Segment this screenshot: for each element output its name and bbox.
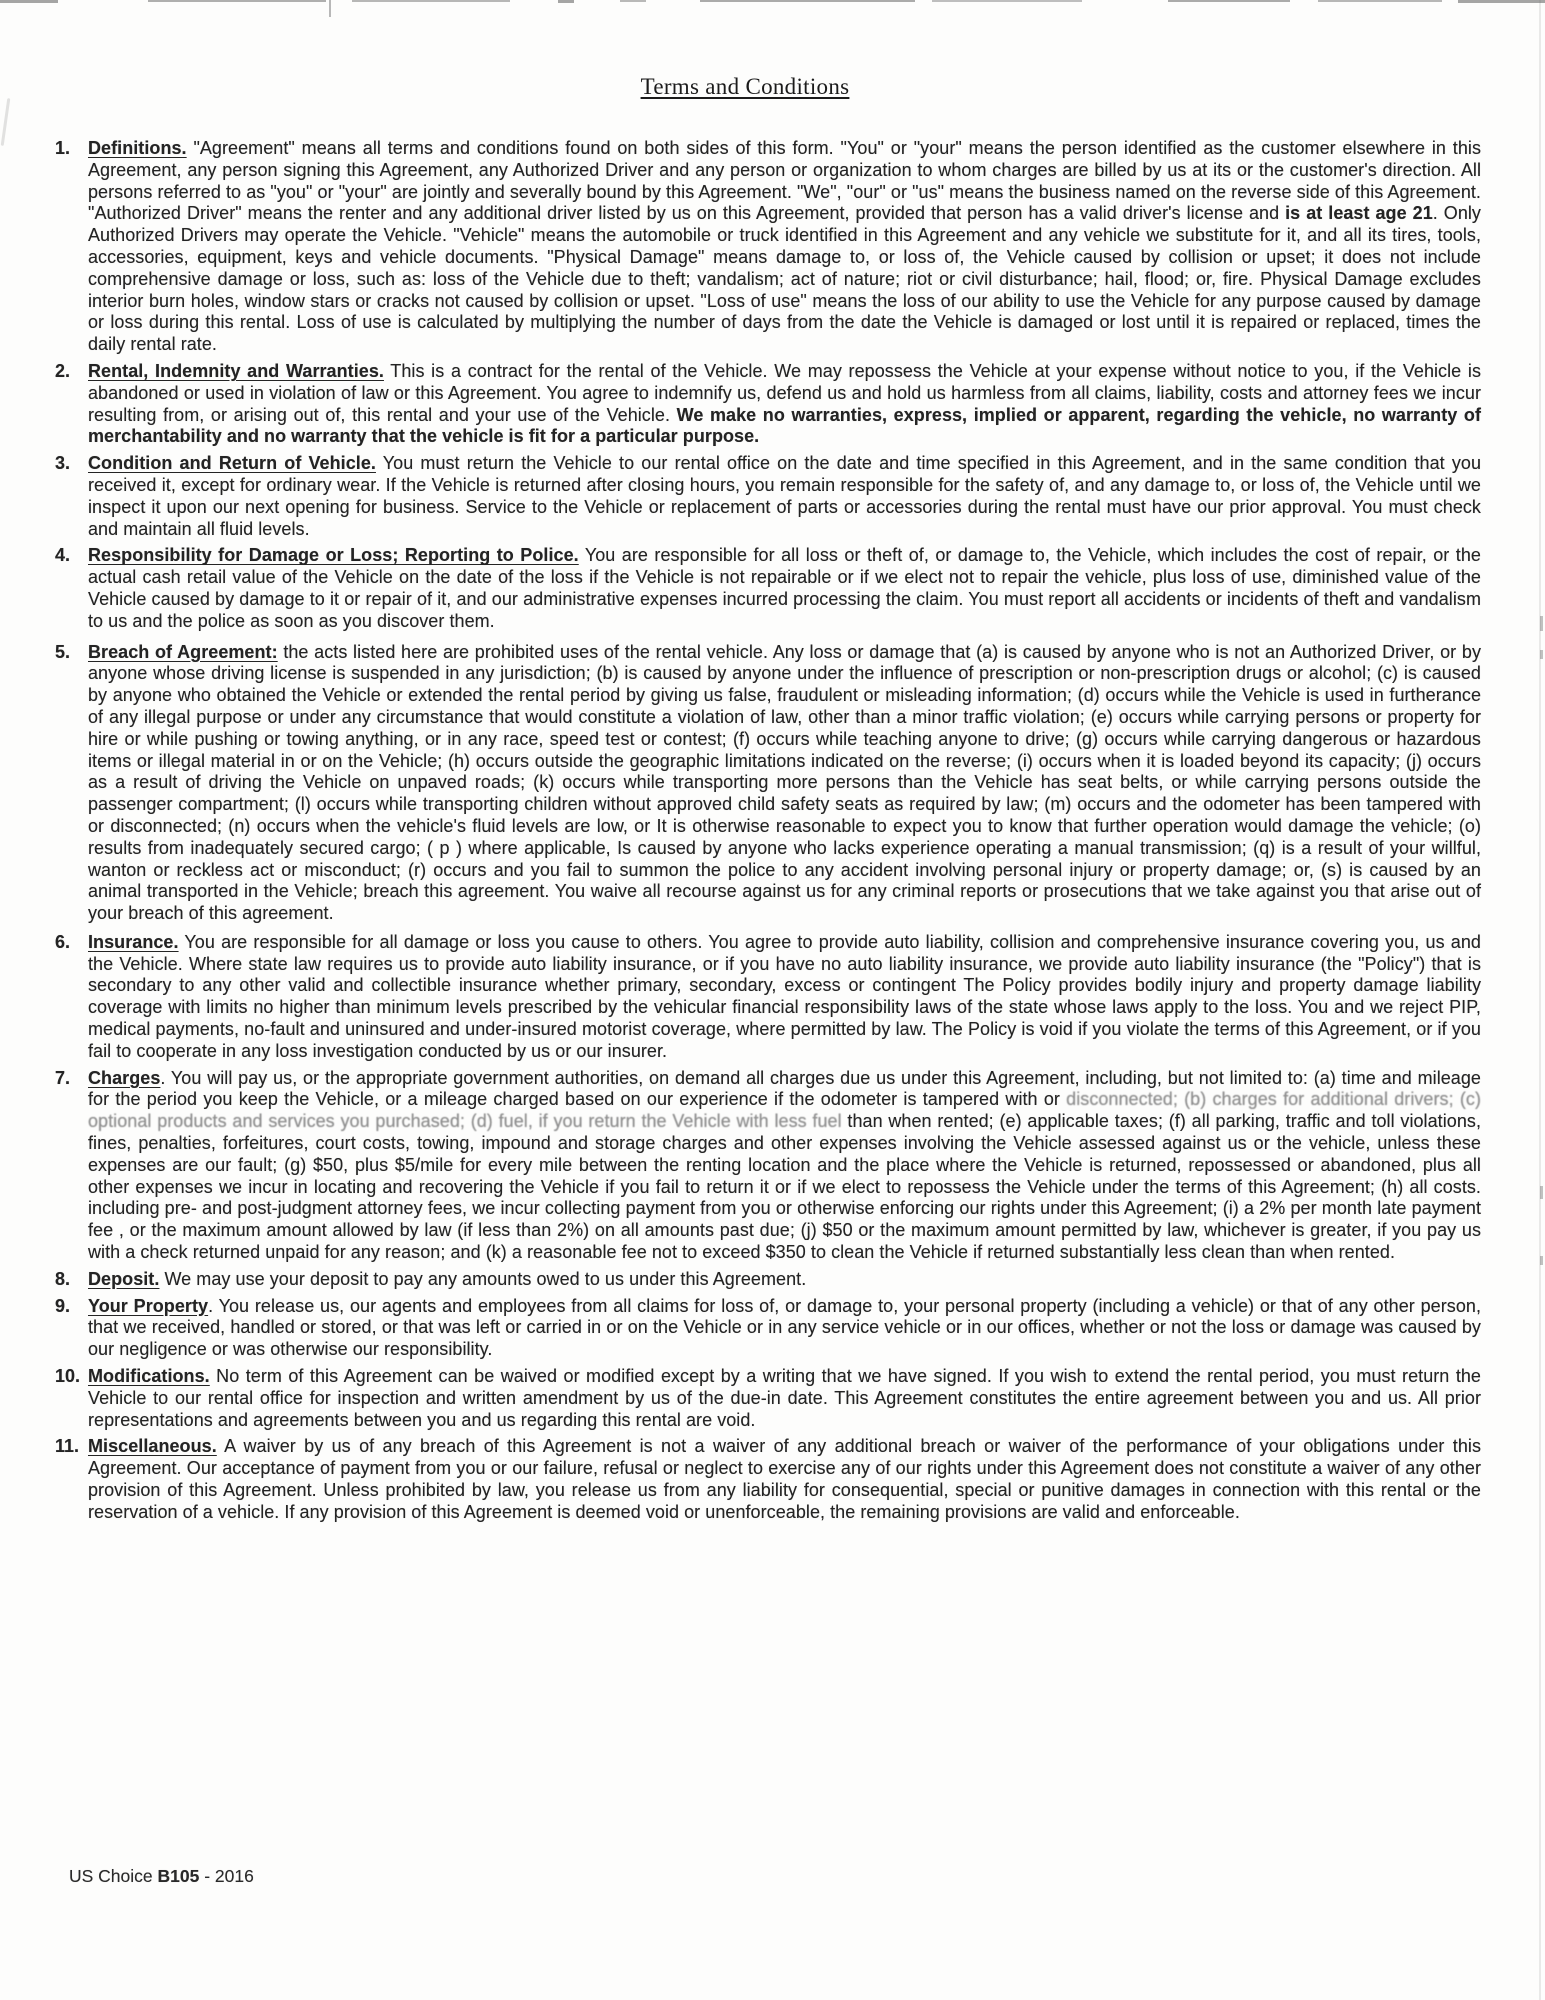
section-text xyxy=(88,138,1481,356)
section-heading: Charges xyxy=(88,1067,161,1088)
term-section xyxy=(55,1436,1481,1523)
section-text-run: than when rented; (e) applicable taxes; (f) all parking, traffic and toll violations, fines, penalties, forfeitures, court costs, towing, impound and storage charges and other expenses involving the Vehicle assessed against us or the vehicle, unless these expenses are our fault; (g) $50, plus $5/mile for every mile between the renting location and the place where the Vehicle is returned, repossessed or abandoned, plus all other expenses we incur in locating and recovering the Vehicle if you fail to return it or if we elect to repossess the Vehicle under the terms of this Agreement; (h) all costs. including pre- and post-judgment attorney fees, we incur collecting payment from you or otherwise enforcing our rights under this Agreement; (i) a 2% per month late payment fee , or the maximum amount allowed by law (if less than 2%) on all amounts past due; (j) $50 or the maximum amount permitted by law, whichever is greater, if you pay us with a check returned unpaid for any reason; and (k) a reasonable fee not to exceed $350 to clean the Vehicle if returned substantially less clean than when rented. xyxy=(88,1111,1481,1263)
section-number: 4. xyxy=(55,545,71,566)
section-heading: Modifications. xyxy=(88,1366,210,1387)
scan-artifact xyxy=(1540,1256,1543,1265)
section-text-run: . You will pay us, or the appropriate government authorities, on demand all charges due us under this Agreement, including, but not limited to: (a) time and mileage for the period you keep the Vehicle, or a mileage charged based on our experience if the odometer is tampered with or xyxy=(88,1067,1481,1110)
term-section xyxy=(55,1068,1481,1264)
section-text-run: We may use your deposit to pay any amounts owed to us under this Agreement. xyxy=(159,1268,807,1289)
footer-prefix: US Choice xyxy=(69,1866,158,1886)
section-text xyxy=(88,545,1481,632)
section-text xyxy=(88,1366,1481,1431)
section-text xyxy=(88,453,1481,540)
scan-artifact xyxy=(329,0,331,17)
section-heading: Rental, Indemnity and Warranties. xyxy=(88,360,384,381)
terms-list xyxy=(55,138,1481,1529)
section-heading: Breach of Agreement: xyxy=(88,641,278,662)
scan-artifact xyxy=(1539,0,1541,2000)
section-text-run: We make no warranties, express, implied or apparent, regarding the vehicle, no warranty of merchantability and no warranty that the vehicle is fit for a particular purpose. xyxy=(88,404,1481,447)
term-section xyxy=(55,545,1481,632)
scan-artifact xyxy=(1540,650,1543,659)
section-number: 10. xyxy=(55,1366,81,1387)
section-heading: Responsibility for Damage or Loss; Reporting to Police. xyxy=(88,545,579,566)
scan-artifact xyxy=(620,0,646,2)
section-heading: Miscellaneous. xyxy=(88,1436,217,1457)
term-section xyxy=(55,642,1481,925)
section-text xyxy=(88,932,1481,1063)
section-text xyxy=(88,1068,1481,1264)
section-number: 6. xyxy=(55,931,71,952)
footer-suffix: - 2016 xyxy=(199,1866,254,1886)
section-heading: Definitions. xyxy=(88,138,187,158)
page-title-text: Terms and Conditions xyxy=(640,74,850,99)
section-text-run: . You release us, our agents and employees from all claims for loss of, or damage to, your personal property (including a vehicle) or that of any other person, that we received, handled or stored, or that was left or carried in or on the Vehicle or in any service vehicle or in our offices, whether or not the loss or damage was caused by our negligence or was otherwise our responsibility. xyxy=(88,1295,1482,1360)
section-text xyxy=(88,1436,1481,1523)
section-text xyxy=(88,1296,1481,1361)
section-text-run: . Only Authorized Drivers may operate the Vehicle. "Vehicle" means the automobile or truck identified in this Agreement and any vehicle we substitute for it, and all its tires, tools, accessories, equipment, keys and vehicle documents. "Physical Damage" means damage to, or loss of, the Vehicle caused by collision or upset; it does not include comprehensive damage or loss, such as: loss of the Vehicle due to theft; vandalism; act of nature; riot or civil disturbance; hail, flood; or, fire. Physical Damage excludes interior burn holes, window stars or cracks not caused by collision or upset. "Loss of use" means the loss of our ability to use the Vehicle for any purpose caused by damage or loss during this rental. Loss of use is calculated by multiplying the number of days from the date the Vehicle is damaged or lost until it is repaired or replaced, times the daily rental rate. xyxy=(88,203,1481,355)
section-text-run: "Agreement" means all terms and conditions found on both sides of this form. "You" or "your" means the person identified as the customer elsewhere in this Agreement, any person signing this Agreement, any Authorized Driver and any person or organization to whom charges are billed by us at its or the customer's direction. All persons referred to as "you" or "your" are jointly and severally bound by this Agreement. "We", "our" or "us" means the business named on the reverse side of this Agreement. "Authorized Driver" means the renter and any additional driver listed by us on this Agreement, provided that person has a valid driver's license and xyxy=(88,138,1481,224)
scan-artifact xyxy=(700,0,915,2)
section-number: 8. xyxy=(55,1268,71,1289)
term-section xyxy=(55,1269,1481,1291)
section-text-run: A waiver by us of any breach of this Agreement is not a waiver of any additional breach or waiver of the performance of your obligations under this Agreement. Our acceptance of payment from you or our failure, refusal or neglect to exercise any of our rights under this Agreement does not constitute a waiver of any other provision of this Agreement. Unless prohibited by law, you release us from any liability for consequential, special or punitive damages in connection with this rental or the reservation of a vehicle. If any provision of this Agreement is deemed void or unenforceable, the remaining provisions are valid and enforceable. xyxy=(88,1436,1481,1522)
section-text-run: is at least age 21 xyxy=(1285,203,1433,224)
section-heading: Condition and Return of Vehicle. xyxy=(88,453,376,474)
section-text-run: disconnected; (b) charges for additional drivers; (c) optional products and services you purchased; (d) fuel, if you return the Vehicle with less fuel xyxy=(88,1089,1481,1132)
term-section xyxy=(55,1366,1481,1431)
section-heading: Insurance. xyxy=(88,931,179,952)
section-number: 3. xyxy=(55,453,71,474)
page-title xyxy=(0,74,1490,100)
section-number: 9. xyxy=(55,1295,71,1316)
section-text-run: You must return the Vehicle to our rental office on the date and time specified in this Agreement, and in the same condition that you received it, except for ordinary wear. If the Vehicle is returned after closing hours, you remain responsible for the safety of, and any damage to, or loss of, the Vehicle until we inspect it upon our next opening for business. Service to the Vehicle or replacement of parts or accessories during the rental must have our prior approval. You must check and maintain all fluid levels. xyxy=(88,453,1481,539)
scan-artifact xyxy=(558,0,574,3)
section-text xyxy=(88,642,1481,925)
section-text xyxy=(88,361,1481,448)
section-number: 1. xyxy=(55,138,71,158)
scan-artifact xyxy=(352,0,510,2)
scan-artifact xyxy=(0,0,58,3)
scan-artifact xyxy=(1168,0,1290,2)
section-text xyxy=(88,1269,1481,1291)
section-number: 2. xyxy=(55,360,71,381)
section-heading: Your Property xyxy=(88,1295,209,1316)
section-text-run: You are responsible for all loss or theft of, or damage to, the Vehicle, which includes the cost of repair, or the actual cash retail value of the Vehicle on the date of the loss if the Vehicle is not repairable or if we elect not to repair the vehicle, plus loss of use, diminished value of the Vehicle caused by damage to it or repair of it, and our administrative expenses incurred processing the claim. You must report all accidents or incidents of theft and vandalism to us and the police as soon as you discover them. xyxy=(88,545,1481,631)
scan-artifact xyxy=(1540,616,1543,631)
section-heading: Deposit. xyxy=(88,1268,160,1289)
form-footer xyxy=(69,1866,254,1887)
term-section xyxy=(55,453,1481,540)
section-text-run: No term of this Agreement can be waived or modified except by a writing that we have signed. If you wish to extend the rental period, you must return the Vehicle to our rental office for inspection and written amendment by us of the due-in date. This Agreement constitutes the entire agreement between you and us. All prior representations and agreements between you and us regarding this rental are void. xyxy=(88,1366,1481,1430)
scan-artifact xyxy=(1318,0,1442,2)
scan-artifact xyxy=(1,98,11,146)
scan-artifact xyxy=(932,0,1082,2)
scan-artifact xyxy=(148,0,326,2)
scan-artifact xyxy=(1458,0,1545,3)
section-number: 5. xyxy=(55,641,71,662)
footer-form-code: B105 xyxy=(157,1866,200,1886)
section-text-run: the acts listed here are prohibited uses of the rental vehicle. Any loss or damage that (a) is caused by anyone who is not an Authorized Driver, or by anyone whose driving license is suspended in any jurisdiction; (b) is caused by anyone under the influence of prescription or non-prescription drugs or alcohol; (c) is caused by anyone who obtained the Vehicle or extended the rental period by giving us false, fraudulent or misleading information; (d) occurs while the Vehicle is used in furtherance of any illegal purpose or under any circumstance that would constitute a violation of law, other than a minor traffic violation; (e) occurs while carrying persons or property for hire or while pushing or towing anything, or in any race, speed test or contest; (f) occurs while teaching anyone to drive; (g) occurs while carrying dangerous or hazardous items or illegal material in or on the Vehicle; (h) occurs outside the geographic limitations indicated on the reverse; (i) occurs when it is loaded beyond its capacity; (j) occurs as a result of driving the Vehicle on unpaved roads; (k) occurs while transporting more persons than the Vehicle has seat belts, or while carrying persons outside the passenger compartment; (l) occurs while transporting children without approved child safety seats as required by law; (m) occurs and the odometer has been tampered with or disconnected; (n) occurs when the vehicle's fluid levels are low, or It is otherwise reasonable to expect you to know that further operation would damage the vehicle; (o) results from inadequately secured cargo; ( p ) where applicable, Is caused by anyone who lacks experience operating a manual transmission; (q) is a result of your willful, wanton or reckless act or misconduct; (r) occurs and you fail to summon the police to any accident involving personal injury or property damage; or, (s) is caused by an animal transported in the Vehicle; breach this agreement. You waive all recourse against us for any criminal reports or prosecutions that we take against you that arise out of your breach of this agreement. xyxy=(88,641,1481,924)
term-section xyxy=(55,1296,1481,1361)
term-section xyxy=(55,361,1481,448)
section-number: 7. xyxy=(55,1067,71,1088)
section-text-run: This is a contract for the rental of the Vehicle. We may repossess the Vehicle at your expense without notice to you, if the Vehicle is abandoned or used in violation of law or this Agreement. You agree to indemnify us, defend us and hold us harmless from all claims, liability, costs and attorney fees we incur resulting from, or arising out of, this rental and your use of the Vehicle. xyxy=(88,360,1482,425)
section-text-run: You are responsible for all damage or loss you cause to others. You agree to provide auto liability, collision and comprehensive insurance covering you, us and the Vehicle. Where state law requires us to provide auto liability insurance, or if you have no auto liability insurance, we provide auto liability insurance (the "Policy") that is secondary to any other valid and collectible insurance whether primary, secondary, excess or contingent The Policy provides bodily injury and property damage liability coverage with limits no higher than minimum levels prescribed by the vehicular financial responsibility laws of the state whose laws apply to the loss. You and we reject PIP, medical payments, no-fault and uninsured and under-insured motorist coverage, where permitted by law. The Policy is void if you violate the terms of this Agreement, or if you fail to cooperate in any loss investigation conducted by us or our insurer. xyxy=(88,931,1481,1061)
term-section xyxy=(55,932,1481,1063)
term-section xyxy=(55,138,1481,356)
scan-artifact xyxy=(1540,1186,1543,1199)
section-number: 11. xyxy=(55,1436,80,1457)
